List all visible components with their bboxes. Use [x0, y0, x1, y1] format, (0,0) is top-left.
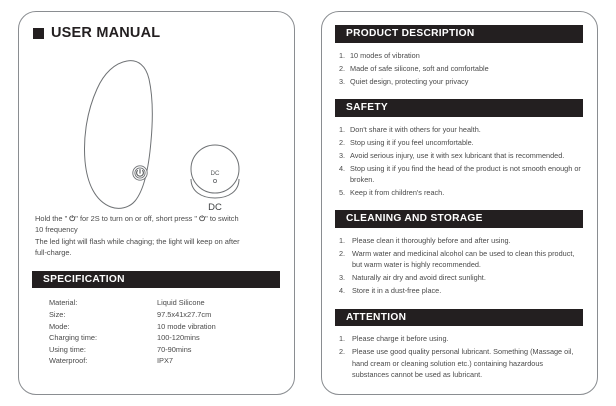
safety-list [339, 124, 581, 198]
instruction-line-2: 10 frequency [35, 225, 78, 235]
instruction-line-1-part-a: Hold the " [35, 214, 70, 223]
list-item-text: Avoid serious injury, use it with sex lubricant that is recommended. [350, 150, 565, 160]
product-description-heading: PRODUCT DESCRIPTION [335, 25, 583, 43]
list-item [339, 248, 581, 271]
list-item-number: 3. [339, 150, 346, 160]
specification-table [49, 297, 216, 367]
right-panel [321, 11, 598, 395]
list-item [339, 272, 581, 283]
list-item-number: 3. [339, 76, 346, 86]
spec-value: Liquid Silicone [157, 298, 205, 308]
list-item-text: Made of safe silicone, soft and comfortable [350, 63, 489, 73]
spec-value: 70-90mins [157, 344, 192, 354]
instruction-line-1-part-c: " to switch [205, 214, 239, 223]
cleaning-and-storage-heading: CLEANING AND STORAGE [335, 210, 583, 228]
spec-key: Using time: [49, 344, 86, 354]
table-row [49, 297, 216, 309]
instruction-line-3: The led light will flash while chaging; the light will keep on after [35, 236, 240, 246]
list-item [339, 150, 581, 161]
list-item-text: 10 modes of vibration [350, 50, 420, 60]
table-row [49, 355, 216, 367]
list-item [339, 76, 581, 87]
product-description-list [339, 50, 581, 87]
instruction-line-1 [35, 213, 280, 224]
table-row [49, 321, 216, 333]
attention-list [339, 333, 581, 380]
list-item-text: Naturally air dry and avoid direct sunlight. [352, 273, 486, 283]
spec-value: IPX7 [157, 356, 174, 366]
spec-value: 100-120mins [157, 333, 200, 343]
list-item-number: 2. [339, 347, 346, 357]
page-title [33, 25, 294, 41]
list-item-number: 2. [339, 63, 346, 73]
table-row [49, 332, 216, 344]
list-item [339, 50, 581, 61]
dock-top-outline [191, 145, 239, 193]
spec-value: 97.5x41x27.7cm [157, 310, 212, 319]
spec-value: 10 mode vibration [157, 321, 216, 331]
spec-key: Material: [49, 298, 78, 308]
list-item-number: 1. [339, 334, 346, 344]
dock-port-hole-icon [213, 179, 216, 182]
table-row [49, 309, 216, 321]
dock-outer-label: DC [208, 202, 222, 213]
attention-heading: ATTENTION [335, 309, 583, 327]
list-item-number: 2. [339, 137, 346, 147]
list-item-text: Stop using it if you feel uncomfortable. [350, 137, 474, 147]
list-item [339, 137, 581, 148]
list-item [339, 187, 581, 198]
dock-inner-label: DC [210, 170, 220, 177]
list-item-number: 1. [339, 236, 346, 245]
spec-key: Waterproof: [49, 356, 88, 366]
title-square-bullet-icon [33, 28, 44, 39]
list-item-text: Please charge it before using. [352, 334, 449, 344]
product-illustration [19, 41, 294, 213]
list-item [339, 235, 581, 246]
list-item-number: 3. [339, 273, 346, 283]
list-item-number: 1. [339, 124, 346, 134]
list-item [339, 333, 581, 344]
table-row [49, 344, 216, 356]
list-item-text: Don't share it with others for your health. [350, 124, 481, 134]
safety-heading: SAFETY [335, 99, 583, 117]
instruction-line-1-part-b: " for 2S to turn on or off, short press " [75, 214, 200, 223]
left-panel [18, 11, 295, 395]
product-body-outline [85, 61, 153, 209]
cleaning-and-storage-list [339, 235, 581, 297]
instruction-line-4: full-charge. [35, 248, 72, 258]
specification-heading: SPECIFICATION [32, 271, 280, 289]
list-item-number: 2. [339, 248, 346, 258]
list-item-number: 4. [339, 163, 346, 173]
list-item-text: Stop using it if you find the head of the product is not smooth enough or broken. [350, 163, 581, 184]
list-item-text: Store it in a dust-free place. [352, 286, 442, 296]
page-title-text: USER MANUAL [51, 25, 161, 41]
spec-key: Mode: [49, 321, 70, 331]
list-item [339, 124, 581, 135]
list-item-text: Warm water and medicinal alcohol can be used to clean this product, but warm water is highly recommended. [352, 248, 575, 270]
spec-key: Charging time: [49, 333, 98, 343]
list-item [339, 285, 581, 296]
list-item-number: 1. [339, 50, 346, 60]
list-item-text: Quiet design, protecting your privacy [350, 76, 469, 86]
list-item-text: Please use good quality personal lubricant. Something (Massage oil, hand cream or cleaning solution etc.) containing hazardous substances cannot be used as lubricant. [352, 347, 574, 380]
list-item [339, 163, 581, 186]
illustration-svg [19, 41, 294, 213]
list-item-text: Keep it from children's reach. [350, 187, 445, 197]
power-icon-inline-2: ⏻ [199, 214, 206, 223]
list-item-number: 5. [339, 187, 346, 197]
usage-instructions [35, 213, 280, 259]
list-item [339, 63, 581, 74]
list-item-number: 4. [339, 286, 346, 296]
list-item-text: Please clean it thoroughly before and after using. [352, 236, 511, 245]
list-item [339, 346, 581, 380]
power-icon-inline-1: ⏻ [69, 214, 76, 223]
spec-key: Size: [49, 310, 66, 319]
